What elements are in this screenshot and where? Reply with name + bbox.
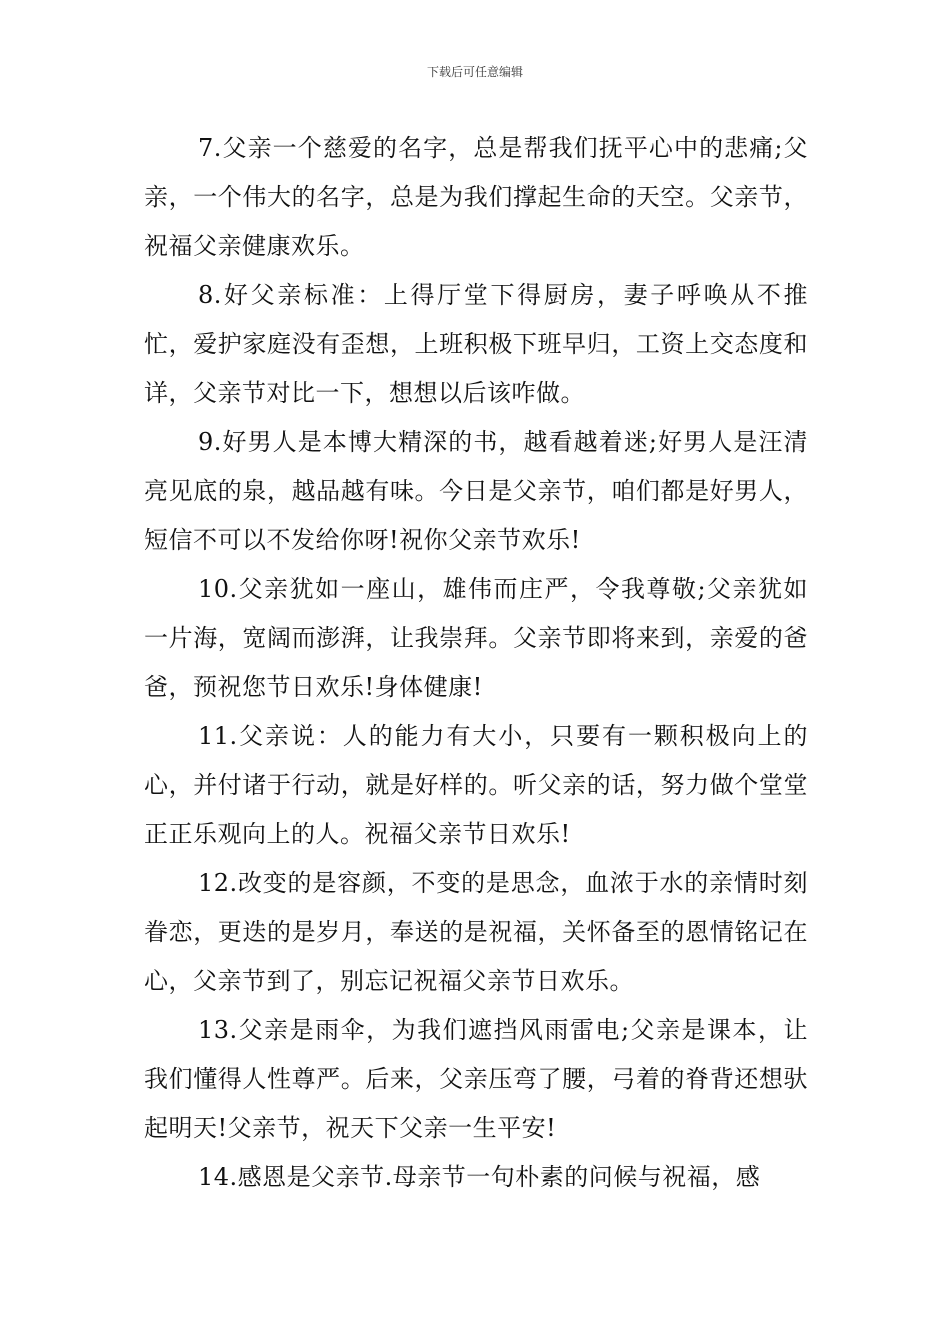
paragraph-8: 8.好父亲标准：上得厅堂下得厨房，妻子呼唤从不推忙，爱护家庭没有歪想，上班积极下班早归，工资上交态度和详，父亲节对比一下，想想以后该咋做。 [144, 281, 808, 407]
paragraph-14: 14.感恩是父亲节.母亲节一句朴素的问候与祝福，感 [198, 1163, 761, 1191]
paragraph-13: 13.父亲是雨伞，为我们遮挡风雨雷电;父亲是课本，让我们懂得人性尊严。后来，父亲压弯了腰，弓着的脊背还想驮起明天!父亲节，祝天下父亲一生平安! [144, 1016, 808, 1142]
paragraph-10: 10.父亲犹如一座山，雄伟而庄严，令我尊敬;父亲犹如一片海，宽阔而澎湃，让我崇拜。父亲节即将来到，亲爱的爸爸，预祝您节日欢乐!身体健康! [144, 575, 808, 701]
document-body [144, 124, 808, 1202]
page-header-note: 下载后可任意编辑 [426, 65, 523, 79]
paragraph-11: 11.父亲说：人的能力有大小，只要有一颗积极向上的心，并付诸于行动，就是好样的。听父亲的话，努力做个堂堂正正乐观向上的人。祝福父亲节日欢乐! [144, 722, 808, 848]
paragraph-12: 12.改变的是容颜，不变的是思念，血浓于水的亲情时刻眷恋，更迭的是岁月，奉送的是祝福，关怀备至的恩情铭记在心，父亲节到了，别忘记祝福父亲节日欢乐。 [144, 869, 808, 995]
paragraph-9: 9.好男人是本博大精深的书，越看越着迷;好男人是汪清亮见底的泉，越品越有味。今日是父亲节，咱们都是好男人，短信不可以不发给你呀!祝你父亲节欢乐! [144, 428, 808, 554]
paragraph-7: 7.父亲一个慈爱的名字，总是帮我们抚平心中的悲痛;父亲，一个伟大的名字，总是为我们撑起生命的天空。父亲节，祝福父亲健康欢乐。 [144, 134, 808, 260]
